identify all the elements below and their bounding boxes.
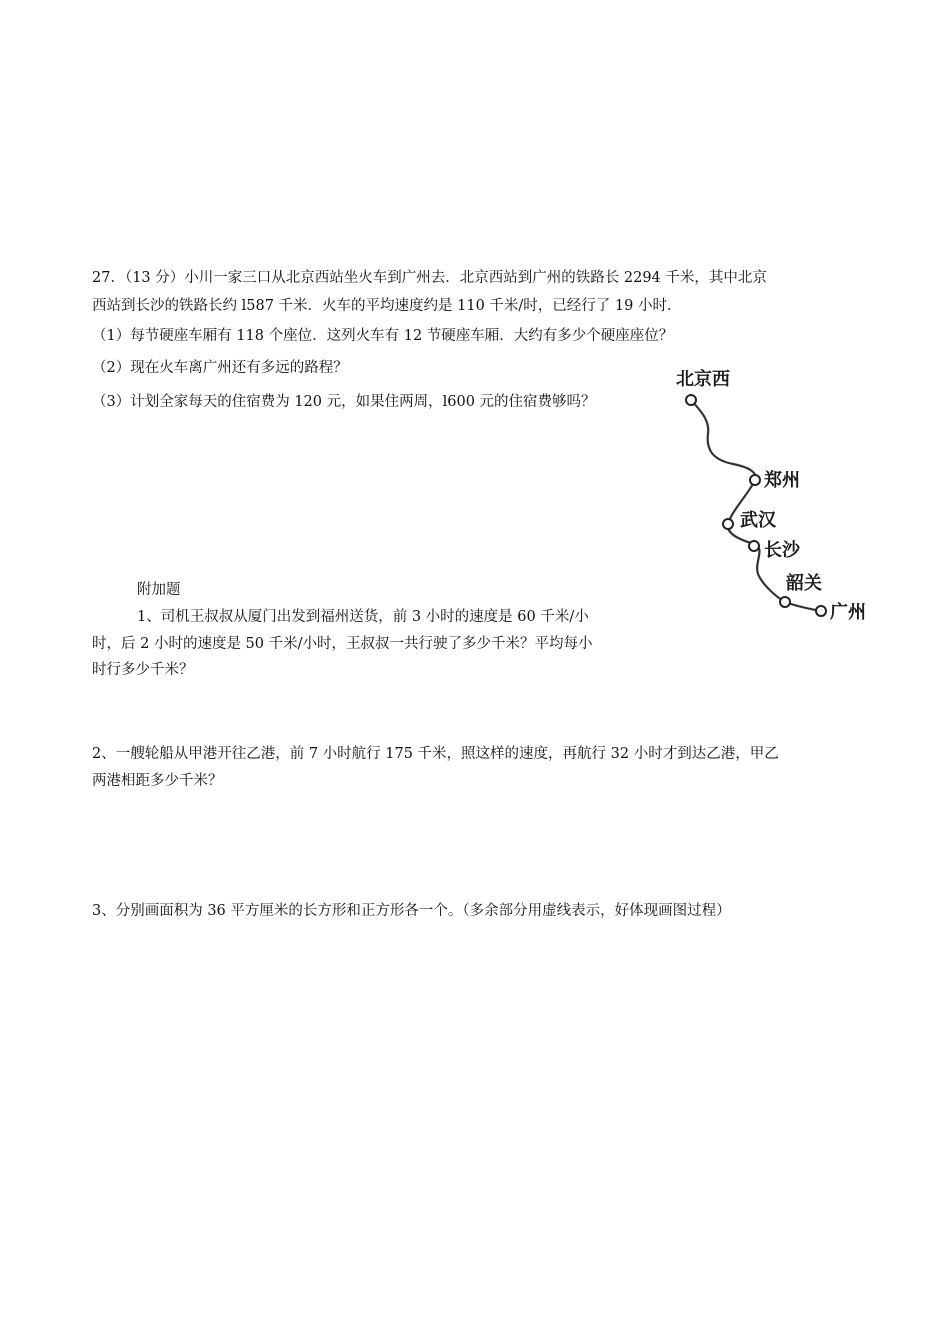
station-label-zhengzhou: 郑州 xyxy=(764,470,800,491)
station-marker-shaoguan xyxy=(780,597,790,607)
bonus-q2-line-2: 两港相距多少千米？ xyxy=(92,773,223,789)
q27-sub-question-1: （1）每节硬座车厢有 118 个座位．这列火车有 12 节硬座车厢．大约有多少个硬座座位？ xyxy=(92,328,674,344)
railway-route-map xyxy=(668,362,883,627)
station-label-wuhan: 武汉 xyxy=(740,510,776,531)
q27-sub-question-3: （3）计划全家每天的住宿费为 120 元，如果住两周，l600 元的住宿费够吗？ xyxy=(92,394,596,410)
bonus-q2-line-1: 2、一艘轮船从甲港开往乙港，前 7 小时航行 175 千米，照这样的速度，再航行 32 小时才到达乙港，甲乙 xyxy=(92,746,779,762)
station-marker-changsha xyxy=(749,541,759,551)
bonus-q1-line-1: 1、司机王叔叔从厦门出发到福州送货，前 3 小时的速度是 60 千米/小 xyxy=(137,609,589,625)
station-marker-guangzhou xyxy=(816,606,826,616)
station-label-guangzhou: 广州 xyxy=(830,602,866,623)
station-label-changsha: 长沙 xyxy=(764,540,800,561)
q27-sub-question-2: （2）现在火车离广州还有多远的路程？ xyxy=(92,360,348,376)
station-marker-wuhan xyxy=(723,519,733,529)
station-label-shaoguan: 韶关 xyxy=(786,573,822,594)
bonus-q1-line-2: 时，后 2 小时的速度是 50 千米/小时，王叔叔一共行驶了多少千米？平均每小 xyxy=(92,636,593,652)
station-marker-beijing-west xyxy=(686,395,696,405)
bonus-q1-line-3: 时行多少千米？ xyxy=(92,662,194,678)
bonus-q3-line-1: 3、分别画面积为 36 平方厘米的长方形和正方形各一个。（多余部分用虚线表示，好体现画图过程） xyxy=(92,903,731,919)
station-marker-zhengzhou xyxy=(750,475,760,485)
q27-line-2: 西站到长沙的铁路长约 l587 千米．火车的平均速度约是 110 千米/时，已经行了 19 小时． xyxy=(92,298,682,314)
q27-line-1: 27．（13 分）小川一家三口从北京西站坐火车到广州去．北京西站到广州的铁路长 2294 千米，其中北京 xyxy=(92,270,767,286)
bonus-title: 附加题 xyxy=(137,582,181,598)
station-label-beijing-west: 北京西 xyxy=(676,369,730,390)
